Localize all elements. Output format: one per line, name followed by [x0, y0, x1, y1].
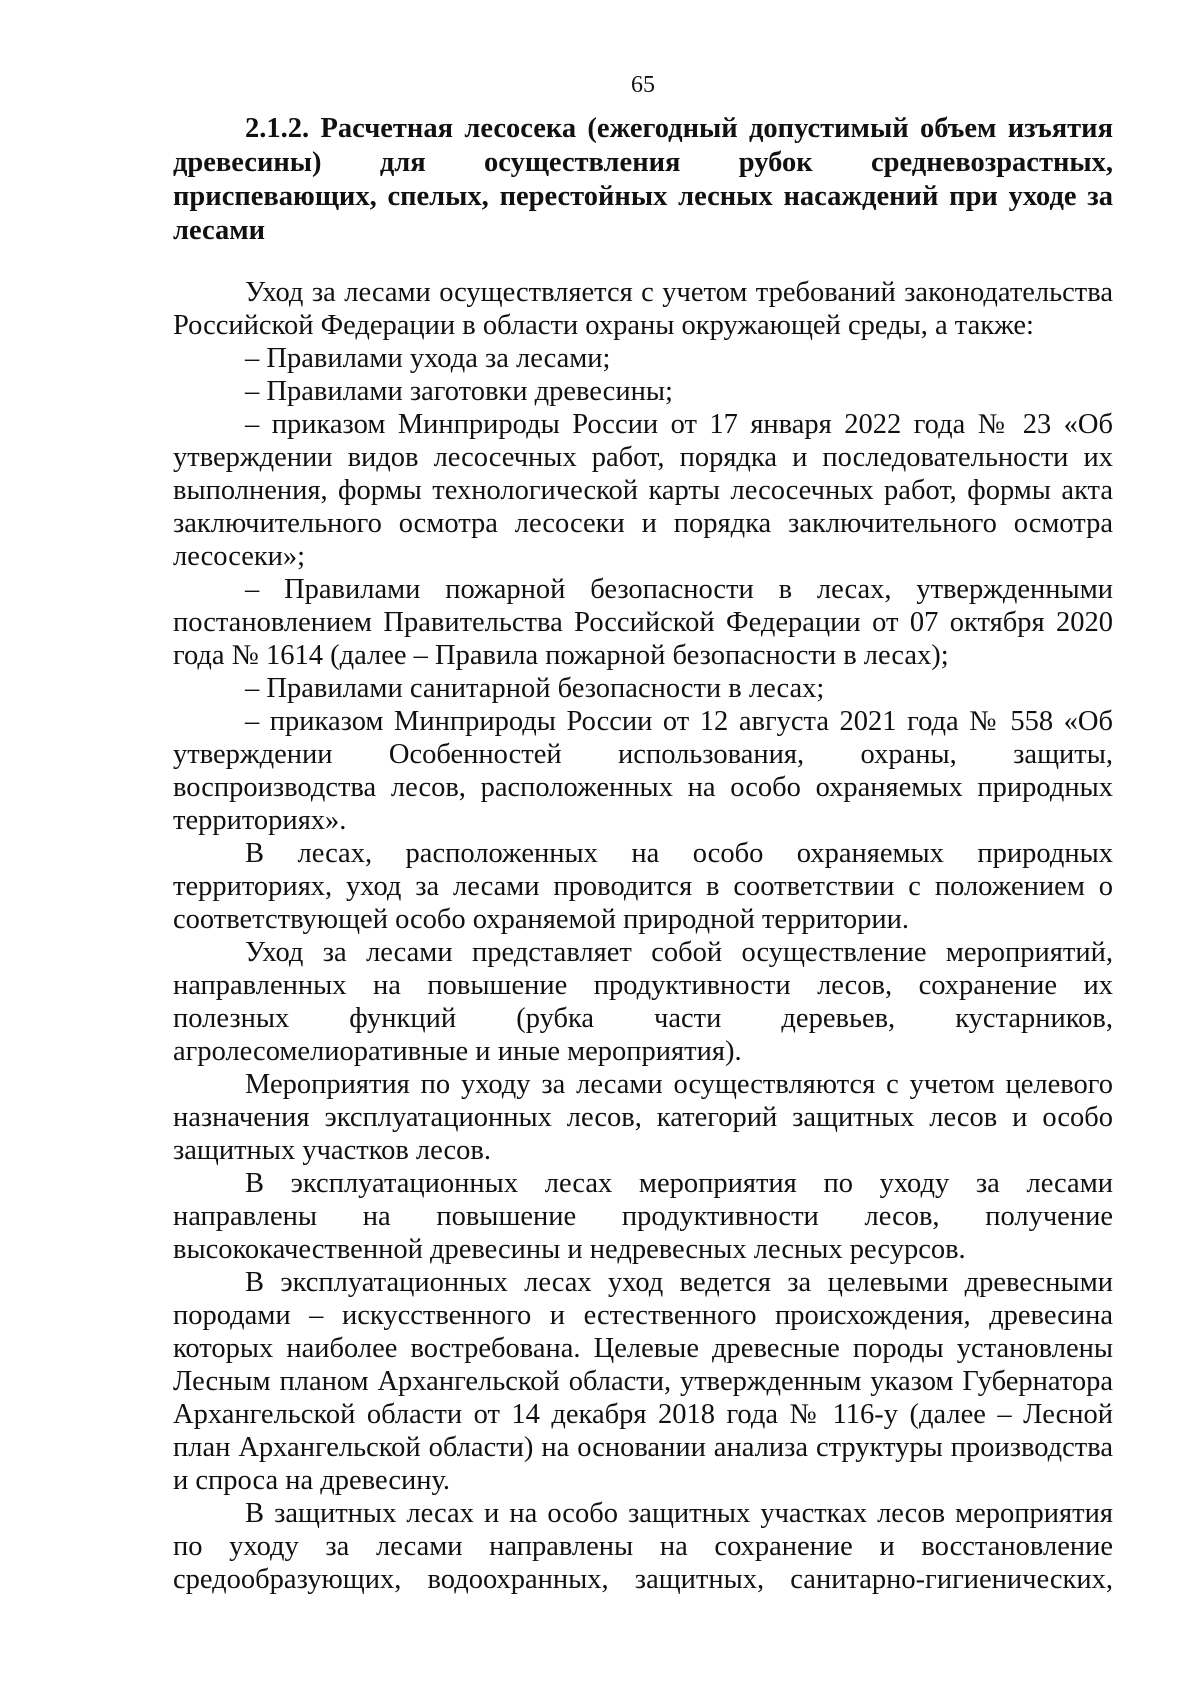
paragraph-care-measures: Мероприятия по уходу за лесами осуществляются с учетом целевого назначения эксплуатационных лесов, категорий защитных лесов и особо защитных участков лесов.	[173, 1069, 1113, 1166]
list-item-fire-safety-rules: – Правилами пожарной безопасности в лесах, утвержденными постановлением Правительства Российской Федерации от 07 октября 2020 года № 1614 (далее – Правила пожарной безопасности в лесах);	[173, 574, 1113, 671]
list-item-order-558: – приказом Минприроды России от 12 августа 2021 года № 558 «Об утверждении Особенностей использования, охраны, защиты, воспроизводства лесов, расположенных на особо охраняемых природных территориях».	[173, 706, 1113, 836]
list-item-order-23: – приказом Минприроды России от 17 января 2022 года № 23 «Об утверждении видов лесосечных работ, порядка и последовательности их выполнения, формы технологической карты лесосечных работ, формы акта заключительного осмотра лесосеки и порядка заключительного осмотра лесосеки»;	[173, 409, 1113, 572]
list-item-sanitary-rules: – Правилами санитарной безопасности в лесах;	[245, 673, 825, 704]
list-item-harvest-rules: – Правилами заготовки древесины;	[245, 376, 673, 407]
paragraph-target-species: В эксплуатационных лесах уход ведется за целевыми древесными породами – искусственного и естественного происхождения, древесина которых наиболее востребована. Целевые древесные породы установлены Лесным планом Архангельской области, утвержденным указом Губернатора Архангельской области от 14 декабря 2018 года № 116-у (далее – Лесной план Архангельской области) на основании анализа структуры производства и спроса на древесину.	[173, 1267, 1113, 1496]
document-page	[173, 70, 1113, 1596]
paragraph-protected-areas: В лесах, расположенных на особо охраняемых природных территориях, уход за лесами проводится в соответствии с положением о соответствующей особо охраняемой природной территории.	[173, 838, 1113, 935]
paragraph-operational-forests: В эксплуатационных лесах мероприятия по уходу за лесами направлены на повышение продуктивности лесов, получение высококачественной древесины и недревесных лесных ресурсов.	[173, 1168, 1113, 1265]
page-number: 65	[631, 72, 655, 98]
paragraph-protective-forests: В защитных лесах и на особо защитных участках лесов мероприятия по уходу за лесами направлены на сохранение и восстановление средообразующих, водоохранных, защитных, санитарно-гигиенических,	[173, 1498, 1113, 1595]
paragraph-care-definition: Уход за лесами представляет собой осуществление мероприятий, направленных на повышение продуктивности лесов, сохранение их полезных функций (рубка части деревьев, кустарников, агролесомелиоративные и иные мероприятия).	[173, 937, 1113, 1067]
paragraph-intro: Уход за лесами осуществляется с учетом требований законодательства Российской Федерации в области охраны окружающей среды, а также:	[173, 277, 1113, 341]
list-item-care-rules: – Правилами ухода за лесами;	[245, 343, 611, 374]
section-title: 2.1.2. Расчетная лесосека (ежегодный допустимый объем изъятия древесины) для осуществления рубок средневозрастных, приспевающих, спелых, перестойных лесных насаждений при уходе за лесами	[173, 113, 1113, 246]
